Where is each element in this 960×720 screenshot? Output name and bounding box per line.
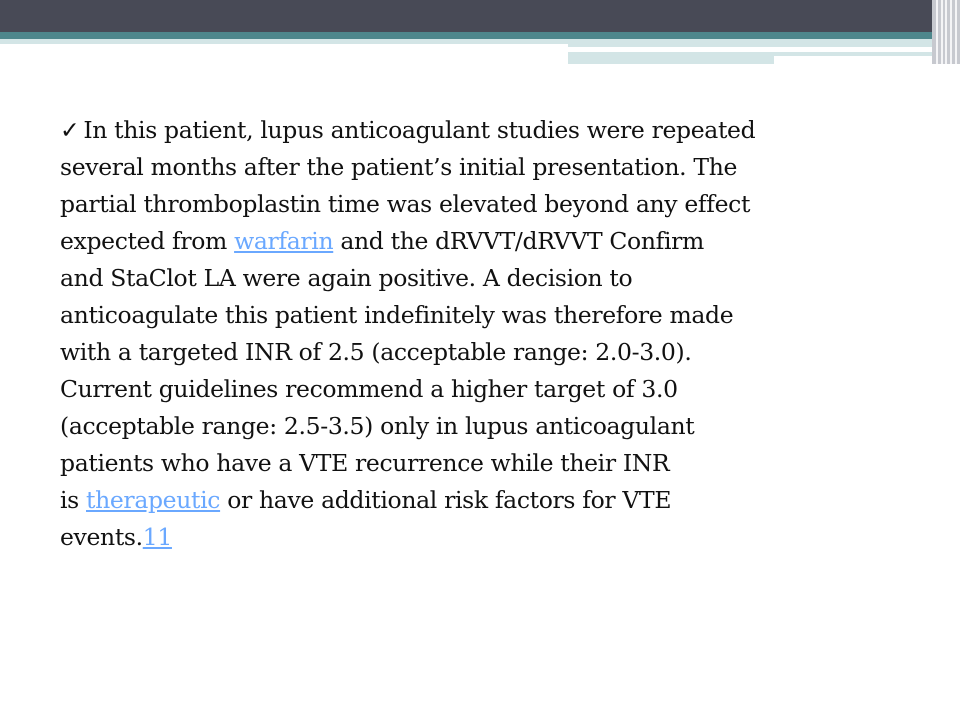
text-line-12: events.11 xyxy=(60,523,172,551)
reference-11-link[interactable]: 11 xyxy=(142,523,172,551)
text-line-9: (acceptable range: 2.5-3.5) only in lupus anticoagulant xyxy=(60,412,695,440)
header-pale-extension xyxy=(568,44,932,47)
header-teal-band xyxy=(0,32,932,39)
slide-body-text xyxy=(60,112,890,556)
checkmark-icon: ✓ xyxy=(60,116,80,144)
text-line-8: Current guidelines recommend a higher target of 3.0 xyxy=(60,375,678,403)
header-pale-tab xyxy=(568,56,774,64)
text-line-2: several months after the patient’s initial presentation. The xyxy=(60,153,738,181)
text-line-5: and StaClot LA were again positive. A decision to xyxy=(60,264,633,292)
text-line-7: with a targeted INR of 2.5 (acceptable range: 2.0-3.0). xyxy=(60,338,692,366)
text-line-6: anticoagulate this patient indefinitely was therefore made xyxy=(60,301,734,329)
warfarin-link[interactable]: warfarin xyxy=(234,227,334,255)
therapeutic-link[interactable]: therapeutic xyxy=(86,486,221,514)
text-line-4: expected from warfarin and the dRVVT/dRVVT Confirm xyxy=(60,227,704,255)
text-line-1: ✓ In this patient, lupus anticoagulant studies were repeated xyxy=(60,116,756,144)
text-line-11: is therapeutic or have additional risk factors for VTE xyxy=(60,486,672,514)
header-corner-stripes xyxy=(932,0,960,64)
text-line-10: patients who have a VTE recurrence while their INR xyxy=(60,449,670,477)
text-line-3: partial thromboplastin time was elevated beyond any effect xyxy=(60,190,751,218)
header-dark-band xyxy=(0,0,960,32)
